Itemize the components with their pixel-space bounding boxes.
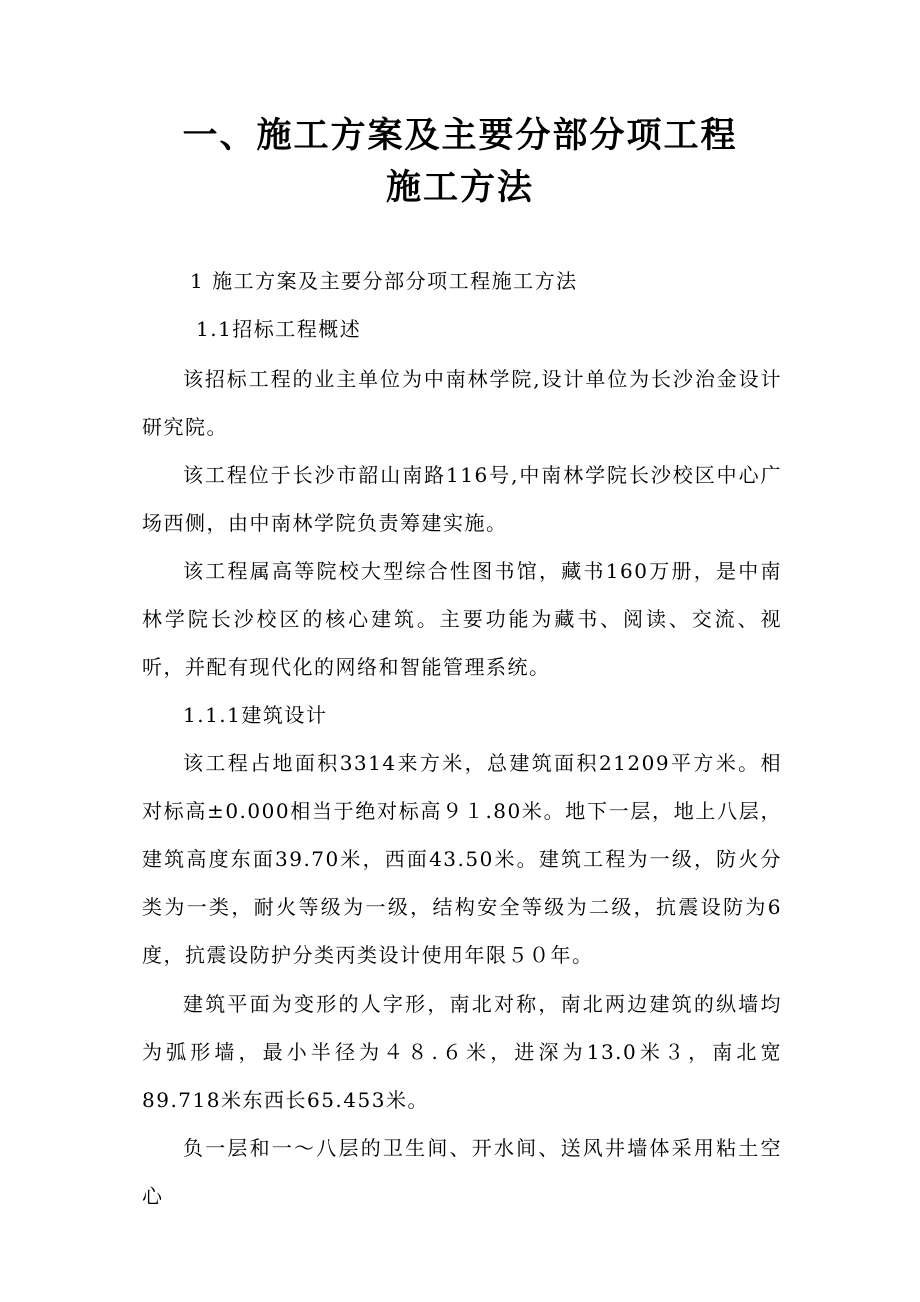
document-title-line-1: 一、施工方案及主要分部分项工程 [182,115,738,156]
paragraph-building-function: 该工程属高等院校大型综合性图书馆，藏书160万册，是中南林学院长沙校区的核心建筑。主要功能为藏书、阅读、交流、视听，并配有现代化的网络和智能管理系统。 [142,559,782,679]
document-title-line-2: 施工方法 [385,167,534,208]
paragraph-wall-materials: 负一层和一～八层的卫生间、开水间、送风井墙体采用粘土空心 [142,1136,782,1208]
section-heading: 1 施工方案及主要分部分项工程施工方法 [190,269,578,293]
subsubsection-heading: 1.1.1建筑设计 [183,703,328,727]
paragraph-location: 该工程位于长沙市韶山南路116号,中南林学院长沙校区中心广场西侧，由中南林学院负责筹建实施。 [142,463,782,535]
paragraph-building-design: 该工程占地面积3314来方米，总建筑面积21209平方米。相对标高±0.000相当于绝对标高９１.80米。地下一层，地上八层，建筑高度东面39.70米，西面43.50米。建筑工程为一级，防火分类为一类，耐火等级为一级，结构安全等级为二级，抗震设防为6度，抗震设防护分类丙类设计使用年限５０年。 [142,751,782,967]
paragraph-floor-plan: 建筑平面为变形的人字形，南北对称，南北两边建筑的纵墙均为弧形墙，最小半径为４８.６米，进深为13.0米３，南北宽89.718米东西长65.453米。 [142,992,782,1112]
subsection-heading: 1.1招标工程概述 [196,317,362,341]
paragraph-owner-designer: 该招标工程的业主单位为中南林学院,设计单位为长沙治金设计研究院。 [142,367,782,439]
